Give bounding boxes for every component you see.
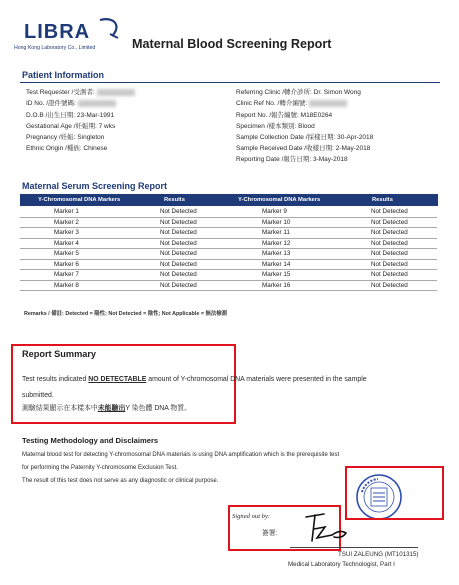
redacted-id — [78, 100, 116, 107]
report-title: Maternal Blood Screening Report — [132, 37, 332, 51]
signer-role: Medical Laboratory Technologist, Part I — [288, 561, 395, 568]
marker-result-right: Not Detected — [371, 239, 408, 247]
col-header-results-left: Results — [164, 197, 185, 203]
marker-result-left: Not Detected — [160, 229, 197, 236]
col-header-markers-right: Y-Chromosomal DNA Markers — [238, 197, 321, 203]
patient-info-heading: Patient Information — [22, 70, 105, 80]
clinic-ref — [236, 100, 347, 108]
table-remarks: Remarks / 備註: Detected = 陽性; Not Detected = 陰性; Not Applicable = 無法檢測 — [24, 311, 228, 317]
signature-underline — [290, 547, 418, 548]
marker-name-right: Marker 9 — [262, 208, 287, 215]
marker-name-left: Marker 8 — [54, 281, 79, 289]
marker-result-left: Not Detected — [160, 250, 197, 257]
stamp-highlight-box — [345, 466, 444, 520]
marker-name-left: Marker 2 — [54, 218, 79, 226]
summary-line-3-pre: 測驗結果顯示在本樣本中 — [22, 405, 98, 412]
table-row-divider — [20, 238, 437, 239]
table-row-divider — [20, 269, 437, 270]
company-logo — [14, 14, 126, 54]
referring-clinic: Referring Clinic /轉介診所: Dr. Simon Wong — [236, 89, 361, 96]
summary-not-detected-zh: 未能驗出 — [97, 405, 126, 412]
screening-heading: Maternal Serum Screening Report — [22, 181, 168, 191]
logo-brand: LIBRA — [24, 21, 91, 43]
marker-result-left: Not Detected — [160, 281, 197, 289]
table-row-divider — [20, 259, 437, 260]
marker-result-right: Not Detected — [371, 229, 408, 236]
table-row-divider — [20, 280, 437, 281]
pregnancy: Pregnancy /妊娠: Singleton — [26, 134, 105, 141]
summary-no-detectable: NO DETECTABLE — [88, 376, 147, 383]
test-requester — [26, 89, 135, 97]
marker-name-left: Marker 1 — [54, 208, 79, 215]
marker-name-left: Marker 4 — [54, 239, 79, 247]
id-number — [26, 100, 116, 108]
marker-name-left: Marker 5 — [54, 250, 79, 257]
table-row-divider — [20, 217, 437, 218]
marker-name-right: Marker 11 — [262, 229, 290, 236]
signature-icon — [298, 505, 358, 547]
handwritten-signature — [298, 505, 358, 547]
logo-company: Hong Kong Laboratory Co., Limited — [14, 45, 96, 51]
col-header-results-right: Results — [372, 197, 393, 203]
report-number: Report No. /報告編號: M18E0264 — [236, 112, 333, 119]
signed-out-by-label: Signed out by: — [232, 513, 271, 520]
marker-name-right: Marker 15 — [262, 271, 291, 278]
table-row-divider — [20, 227, 437, 228]
sample-collection-date: Sample Collection Date /採樣日期: 30-Apr-2018 — [236, 134, 374, 141]
summary-line-1 — [22, 376, 367, 384]
specimen: Specimen /樣本類別: Blood — [236, 123, 315, 130]
table-row-divider — [20, 290, 437, 291]
redacted-clinic-ref — [309, 100, 347, 107]
marker-result-right: Not Detected — [371, 208, 408, 215]
redacted-name — [97, 89, 135, 96]
method-line-1: Maternal blood test for detecting Y-chromosomal DNA materials is using DNA amplification which is the prerequisite test — [22, 452, 340, 458]
gestational-age: Gestational Age /妊娠期: 7 wks — [26, 123, 116, 130]
summary-line-3 — [22, 405, 191, 413]
signer-name: TSUI ZALEUNG (MT101315) — [338, 551, 419, 558]
reporting-date: Reporting Date /報告日期: 3-May-2018 — [236, 156, 348, 163]
marker-name-right: Marker 14 — [262, 260, 291, 268]
marker-result-right: Not Detected — [371, 218, 408, 226]
marker-name-right: Marker 10 — [262, 218, 291, 226]
marker-name-left: Marker 3 — [54, 229, 79, 236]
sample-received-date: Sample Received Date /收樣日期: 2-May-2018 — [236, 145, 371, 152]
marker-result-left: Not Detected — [160, 218, 197, 226]
summary-line-1-pre: Test results indicated — [22, 376, 89, 383]
marker-name-right: Marker 16 — [262, 281, 291, 289]
table-row-divider — [20, 248, 437, 249]
marker-name-right: Marker 13 — [262, 250, 291, 257]
patient-info-divider — [20, 82, 440, 83]
id-number-label: ID No. /證件號碼: — [26, 100, 76, 108]
marker-result-left: Not Detected — [160, 208, 197, 215]
marker-result-left: Not Detected — [160, 260, 197, 268]
dob: D.O.B /出生日期: 23-Mar-1991 — [26, 112, 115, 119]
marker-name-left: Marker 6 — [54, 260, 79, 268]
method-line-3: The result of this test does not serve as any diagnostic or clinical purpose. — [22, 478, 219, 484]
summary-heading: Report Summary — [22, 349, 97, 359]
test-requester-label: Test Requester /受測者: — [26, 89, 95, 97]
col-header-markers-left: Y-Chromosomal DNA Markers — [38, 197, 121, 203]
ethnic-origin: Ethnic Origin /種族: Chinese — [26, 145, 108, 152]
sign-label: 簽署: — [262, 530, 278, 537]
marker-result-left: Not Detected — [160, 271, 197, 278]
method-heading: Testing Methodology and Disclaimers — [22, 436, 159, 445]
summary-line-3-post: Y 染色體 DNA 物質。 — [125, 405, 192, 412]
marker-name-right: Marker 12 — [262, 239, 291, 247]
marker-name-left: Marker 7 — [54, 271, 79, 278]
marker-result-right: Not Detected — [371, 260, 408, 268]
clinic-ref-label: Clinic Ref No. /轉介編號: — [236, 100, 308, 108]
summary-line-2: submitted. — [22, 392, 54, 399]
marker-result-right: Not Detected — [371, 271, 408, 278]
summary-line-1-post: amount of Y-chromosomal DNA materials were presented in the sample — [146, 376, 367, 383]
method-line-2: for performing the Paternity Y-chromosome Exclusion Test. — [22, 465, 178, 471]
marker-result-left: Not Detected — [160, 239, 197, 247]
marker-result-right: Not Detected — [371, 250, 408, 257]
marker-result-right: Not Detected — [371, 281, 408, 289]
